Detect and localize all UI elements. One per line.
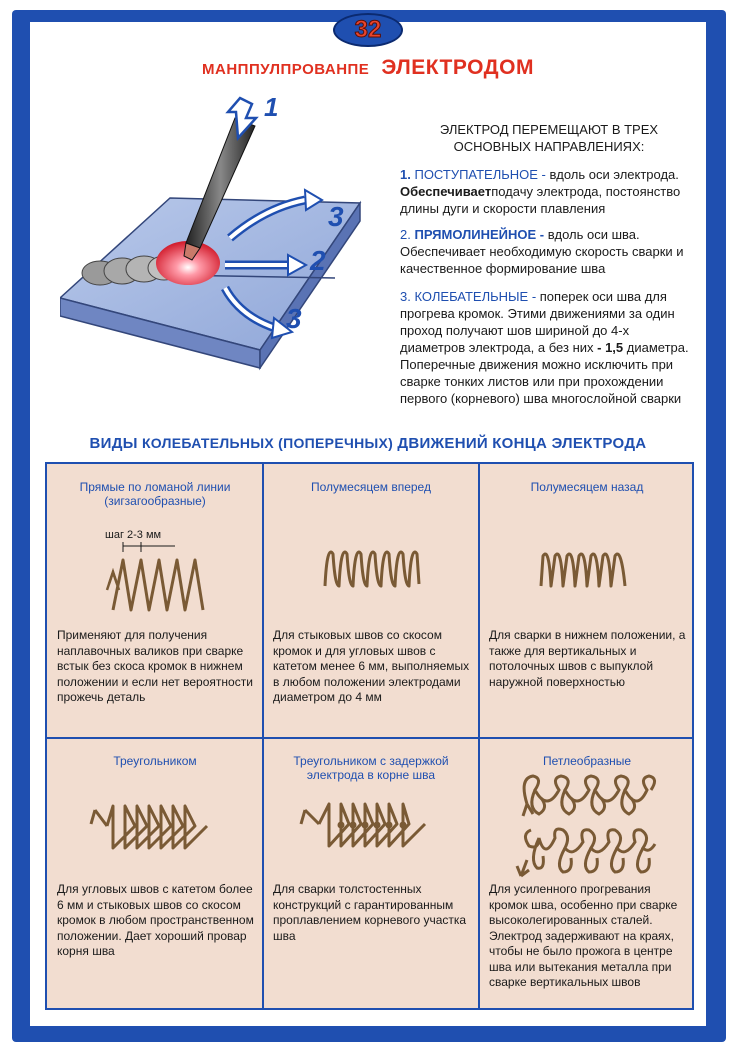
label-3-upper: 3 — [328, 201, 344, 232]
direction-1-num: 1. — [400, 167, 411, 182]
motion-title: Прямые по ломаной линии (зигзагообразные) — [79, 480, 231, 508]
motion-desc: Для усиленного прогревания кромок шва, особенно при сварке высоколегированных сталей. Электрод задерживают на краях, чтобы не было прожога в центре шва или вытекания металла при сварке вертикальных швов — [489, 882, 678, 989]
page-title-part1: МАНППУЛПРОВАНПЕ — [202, 61, 370, 78]
direction-2 — [400, 226, 696, 277]
label-1: 1 — [264, 92, 279, 122]
section-title-w1: ВИДЫ — [89, 435, 138, 452]
label-3-lower: 3 — [286, 303, 302, 334]
page-title — [30, 56, 706, 80]
pitch-label: шаг 2-3 мм — [105, 529, 162, 541]
page-number: 32 — [354, 16, 382, 43]
motion-desc: Для угловых швов с катетом более 6 мм и стыковых швов со скосом кромок в любом пространственном положении. Дает хороший провар корня шва — [57, 882, 254, 958]
direction-3-text2: диаметра. Поперечные движения можно исключить при сварке тонких листов или при прохождении первого (корневого) шва многослойной сварки — [400, 340, 689, 406]
direction-1-text2: подачу электрода, постоянство длины дуги и скорости плавления — [400, 184, 681, 216]
triangle-delay-pattern — [263, 792, 479, 872]
section-title-w2: КОЛЕБАТЕЛЬНЫХ — [141, 435, 274, 451]
motion-title: Петлеобразные — [543, 754, 631, 768]
direction-1 — [400, 166, 696, 217]
page-number-badge — [333, 13, 403, 47]
section-title — [30, 435, 706, 452]
section-title-w3: (ПОПЕРЕЧНЫХ) — [278, 435, 394, 451]
intro-text — [414, 121, 684, 155]
label-2: 2 — [310, 245, 326, 276]
motion-cell-triangle-delay — [263, 738, 479, 1012]
triangle-pattern — [47, 792, 263, 872]
section-title-w4: ДВИЖЕНИЙ — [397, 435, 488, 452]
motion-cell-crescent-back — [479, 464, 695, 738]
motion-desc: Для сварки в нижнем положении, а также для вертикальных и потолочных швов с выпуклой наружной поверхностью — [489, 628, 686, 689]
motion-cell-crescent-forward — [263, 464, 479, 738]
intro-line-2: ОСНОВНЫХ НАПРАВЛЕНИЯХ: — [453, 139, 645, 154]
crescent-back-pattern — [479, 534, 695, 614]
direction-3-name: КОЛЕБАТЕЛЬНЫЕ - — [414, 289, 537, 304]
motion-cell-triangle — [47, 738, 263, 1012]
motion-title: Полумесяцем назад — [530, 480, 644, 494]
direction-3-text1: поперек оси шва для прогрева кромок. Этими движениями за один проход получают шов шириной до 4-х диаметров электрода, а без них — [400, 289, 675, 355]
motion-cell-zigzag — [47, 464, 263, 738]
direction-2-num: 2. — [400, 227, 411, 242]
motion-types-grid — [45, 462, 694, 1010]
electrode-manipulation-illustration — [60, 88, 390, 398]
motion-cell-loops — [479, 738, 695, 1012]
direction-2-text1: вдоль оси шва. Обеспечивает необходимую скорость сварки и качественное формирование шва — [400, 227, 684, 276]
crescent-forward-pattern — [263, 534, 479, 614]
motion-title: Треугольником с задержкой электрода в корне шва — [293, 754, 449, 782]
motion-title: Треугольником — [113, 754, 197, 768]
direction-2-name: ПРЯМОЛИНЕЙНОЕ - — [414, 227, 545, 242]
direction-3-num: 3. — [400, 289, 411, 304]
direction-1-text1: вдоль оси электрода. — [545, 167, 679, 182]
zigzag-pattern — [47, 524, 263, 624]
direction-3 — [400, 288, 696, 407]
direction-1-bold: Обеспечивает — [400, 184, 492, 199]
loops-pattern — [479, 764, 695, 884]
direction-1-name: ПОСТУПАТЕЛЬНОЕ - — [414, 167, 546, 182]
direction-3-bold: - 1,5 — [597, 340, 624, 355]
motion-desc: Применяют для получения наплавочных валиков при сварке встык без скоса кромок в нижнем положении и если нет вероятности прожечь деталь — [57, 628, 253, 704]
motion-desc: Для стыковых швов со скосом кромок и для угловых швов с катетом менее 6 мм, выполняемых в любом положении электродами диаметром до 4 мм — [273, 628, 470, 704]
motion-desc: Для сварки толстостенных конструкций с гарантированным проплавлением корневого участка шва — [273, 882, 467, 943]
page-title-part2: ЭЛЕКТРОДОМ — [381, 56, 534, 79]
section-title-w5: КОНЦА ЭЛЕКТРОДА — [492, 435, 647, 452]
intro-line-1: ЭЛЕКТРОД ПЕРЕМЕЩАЮТ В ТРЕХ — [439, 122, 659, 137]
motion-title: Полумесяцем вперед — [311, 480, 431, 494]
